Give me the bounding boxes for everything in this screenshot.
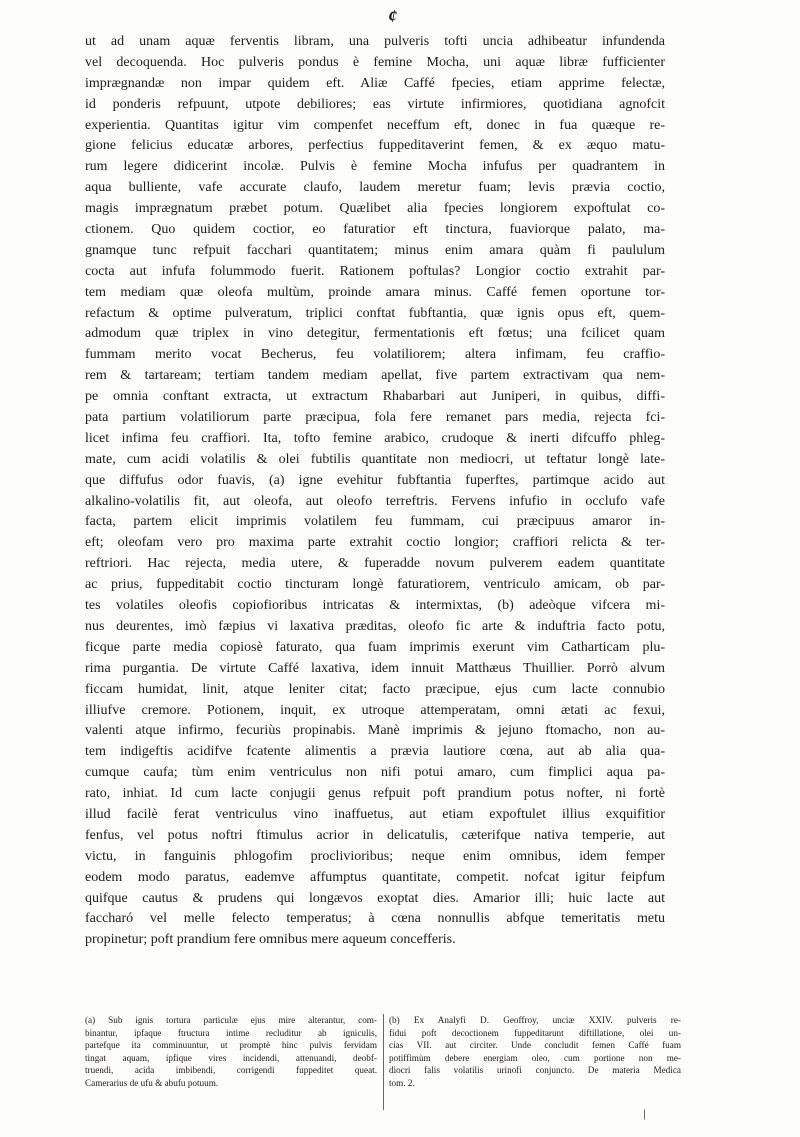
footnote-line: tom. 2. — [389, 1077, 415, 1088]
text-line: rima purgantia. De virtute Caffé laxativa, idem innuit Matthæus Thuillier. Porrò alvum — [85, 660, 665, 676]
footnotes — [85, 1014, 681, 1089]
text-line: pata partium volatiliorum parte præcipua, fola fere remanet pars media, rejecta fci- — [85, 410, 665, 426]
text-line: id ponderis refpuunt, utpote debiliores; eas virtute infirmiores, quotidiana agnofcit — [85, 96, 665, 112]
main-text-block — [85, 32, 665, 951]
footnote-line: potiffimùm debere energiam oleo, cum portione non me- — [389, 1052, 681, 1063]
text-line: que diffufus odor fuavis, (a) igne evehitur fubftantia fuperftes, partimque acido aut — [85, 472, 665, 488]
footnote-line: Camerarius de ufu & abufu potuum. — [85, 1077, 219, 1088]
text-line: facta, partem elicit imprimis volatilem feu fummam, cui præcipuus amaror in- — [85, 514, 665, 530]
text-line: fenfus, vel potus noftri ftimulus acrior in delicatulis, cæterifque nativa temperie, aut — [85, 827, 665, 843]
footnote-line: diocri falis volatilis urinofi conjuncto. De materia Medica — [389, 1065, 681, 1075]
text-line: vel decoquenda. Hoc pulveris pondus è femine Mocha, uni aquæ libræ fufficienter — [85, 54, 665, 70]
text-line: imprægnandæ non impar quidem eft. Aliæ Caffé fpecies, etiam apprime felectæ, — [85, 75, 665, 91]
text-line: victu, in fanguinis phlogofim proclivioribus; neque enim omnibus, idem femper — [85, 848, 665, 864]
text-line: cocta aut infufa folummodo fuerit. Rationem poftulas? Longior coctio extrahit par- — [85, 263, 665, 279]
text-line: tem indigeftis acidifve fcatente alimentis a prævia lautiore cœna, aut ab alia qua- — [85, 744, 665, 760]
text-line: aqua bulliente, vafe accurate claufo, laudem meretur fuam; levis prævia coctio, — [85, 180, 665, 196]
corner-mark: / — [640, 1107, 649, 1124]
text-line: refactum & optime pulveratum, triplici conftat fubftantia, quæ ignis opus eft, quem- — [85, 305, 665, 321]
text-line: nus deurentes, imò fæpius vi laxativa præditas, oleofo fic arte & induftria facto potu, — [85, 618, 665, 634]
footnote-a — [85, 1014, 377, 1089]
text-line: licet infima feu craffiori. Ita, tofto femine arabico, crudoque & inerti difcuffo phleg- — [85, 430, 665, 446]
text-line: magis imprægnatum præbet potum. Quælibet alia fpecies longiorem expoftulat co- — [85, 201, 665, 217]
text-line: rato, inhiat. Id cum lacte conjugii genus refpuit poft prandium potus nofter, ni fortè — [85, 786, 665, 802]
text-line: admodum quæ triplex in vino detegitur, fermentationis eft fœtus; una fcilicet quam — [85, 326, 665, 342]
text-line: reftriori. Hac rejecta, media utere, & fuperadde novum pulverem eadem quantitate — [85, 556, 665, 572]
text-line: illiufve cremore. Potionem, inquit, ex utroque attemperatam, omni ætati ac fexui, — [85, 702, 665, 718]
footnote-b — [389, 1014, 681, 1089]
text-line: valenti atque infirmo, fecuriùs propinabis. Manè imprimis & jejuno ftomacho, non au- — [85, 723, 665, 739]
text-line: cumque caufa; tùm enim ventriculus non nifi potui amaro, cum fimplici aqua pa- — [85, 765, 665, 781]
footnote-line: (a) Sub ignis tortura particulæ ejus mire alterantur, com- — [85, 1015, 377, 1025]
text-line: illud facilè ferat ventriculus vino inaffuetus, aut etiam expoftulet illius exquifitior — [85, 806, 665, 822]
text-line: alkalino-volatilis fit, aut oleofa, aut oleofo terreftris. Fervens infufio in occlufo vafe — [85, 493, 665, 509]
text-line: faccharó vel melle felecto temperatus; à cœna nonnullis abfque temeritatis metu — [85, 911, 665, 927]
text-line: eodem modo paratus, eademve affumptus quantitate, competit. nofcat igitur feipfum — [85, 869, 665, 885]
text-line: ficque parte media copiosè faturato, qua fuam imprimis exerunt vim Catharticam plu- — [85, 639, 665, 655]
text-line: tem mediam quæ oleofa multùm, proinde amara minus. Caffé femen oportune tor- — [85, 284, 665, 300]
text-line: ficcam humidat, linit, atque leniter citat; facto præcipue, ejus cum lacte connubio — [85, 681, 665, 697]
text-line: gione felicius educatæ arbores, perfectius fuppeditaverint femen, & ex æquo matu- — [85, 138, 665, 154]
footnote-line: (b) Ex Analyfi D. Geoffroy, unciæ XXIV. pulveris re- — [389, 1015, 681, 1025]
signature-mark: ¢ — [388, 6, 397, 26]
text-line: fummam merito vocat Becherus, feu volatiliorem; altera infimam, feu craffio- — [85, 347, 665, 363]
text-line: ctionem. Quo quidem coctior, eo faturatior eft tinctura, fuaviorque palato, ma- — [85, 222, 665, 238]
text-line: quifque cautus & prudens qui longævos exoptat dies. Amarior illi; huic lacte aut — [85, 890, 665, 906]
text-line: experientia. Quantitas igitur vim compenfet neceffum eft, donec in fua quæque re- — [85, 117, 665, 133]
footnote-line: fidui poft decoctionem fuppeditarunt diftillatione, olei un- — [389, 1027, 681, 1038]
footnote-line: truendi, acida imbibendi, corrigendi fuppeditet queat. — [85, 1065, 377, 1075]
footnote-line: tingat aquam, ipfique vires incidendi, attenuandi, deobf- — [85, 1052, 377, 1063]
text-line: gnamque tunc refpuit facchari quantitatem; minus enim amara quàm fi paululum — [85, 242, 665, 258]
text-line: propinetur; poft prandium fere omnibus mere aqueum concefferis. — [85, 932, 456, 948]
text-line: rum legere didicerint incolæ. Pulvis è femine Mocha infufus per quadrantem in — [85, 159, 665, 175]
text-line: ac prius, fuppeditabit coctio tincturam longè faturatiorem, ventriculo amicam, ob par- — [85, 577, 665, 593]
footnote-line: partefque ita comminuuntur, ut promptè hinc pulvis fervidam — [85, 1040, 377, 1050]
text-line: rem & tartaream; tertiam tandem mediam apellat, five partem extractivam qua nem- — [85, 368, 665, 384]
footnote-line: cias VII. aut circiter. Unde concludit femen Caffé fuam — [389, 1040, 681, 1050]
footnote-line: binantur, ipfaque ftructura intime recluditur ab igniculis, — [85, 1027, 377, 1038]
text-line: eft; oleofam vero pro maxima parte extrahit coctio longior; craffiori relicta & ter- — [85, 535, 665, 551]
text-line: mate, cum acidi volatilis & olei fubtilis quantitate non mediocri, ut teftatur longè late- — [85, 451, 665, 467]
text-line: tes volatiles oleofis copiofioribus intricatas & intermixtas, (b) adeòque vifcera mi- — [85, 598, 665, 614]
text-line: pe omnia conftant extracta, ut extractum Rhabarbari aut Juniperi, in quibus, diffi- — [85, 389, 665, 405]
text-line: ut ad unam aquæ ferventis libram, una pulveris tofti uncia adhibeatur infundenda — [85, 34, 665, 49]
